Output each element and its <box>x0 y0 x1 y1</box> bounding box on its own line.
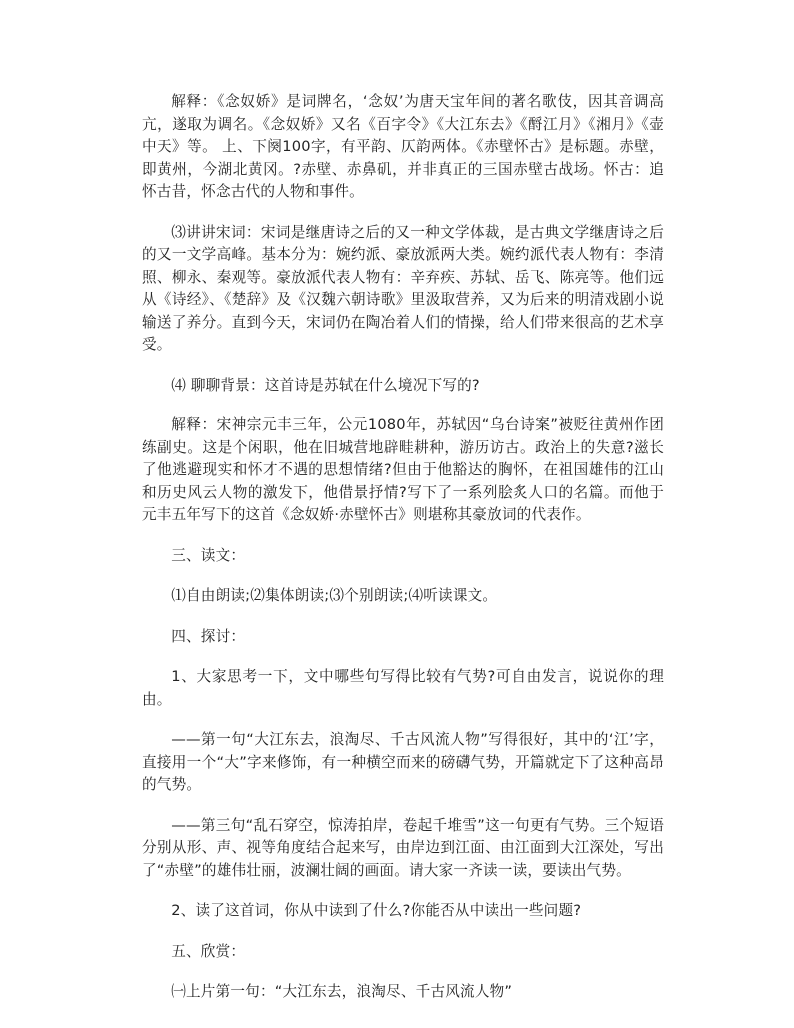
paragraph-discussion-question-2: 2、读了这首词，你从中读到了什么?你能否从中读出一些问题? <box>171 902 582 919</box>
paragraph-song-ci-intro: ⑶讲讲宋词：宋词是继唐诗之后的又一种文学体裁，是古典文学继唐诗之后的又一文学高峰。基本分为：婉约派、豪放派两大类。婉约派代表人物有：李清照、柳永、秦观等。豪放派代表人物有：辛弃疾、苏轼、岳飞、陈亮等。他们远从《诗经》、《楚辞》及《汉魏六朝诗歌》里汲取营养，又为后来的明清戏剧小说输送了养分。直到今天，宋词仍在陶冶着人们的情操，给人们带来很高的艺术享受。 <box>142 223 664 353</box>
section-heading-discussion: 四、探讨： <box>171 627 246 645</box>
paragraph-answer-third-line: ——第三句“乱石穿空，惊涛拍岸，卷起千堆雪”这一句更有气势。三个短语分别从形、声、视等角度结合起来写，由岸边到江面、由江面到大江深处，写出了“赤壁”的雄伟壮丽，波澜壮阔的画面。请大家一齐读一读，要读出气势。 <box>142 816 664 879</box>
paragraph-reading-steps: ⑴自由朗读;⑵集体朗读;⑶个别朗读;⑷听读课文。 <box>171 587 498 604</box>
paragraph-appreciation-first-line: ㈠上片第一句：“大江东去，浪淘尽、千古风流人物” <box>171 983 513 1000</box>
paragraph-answer-first-line: ——第一句“大江东去，浪淘尽、千古风流人物”写得很好，其中的‘江’字，直接用一个“大”字来修饰，有一种横空而来的磅礴气势，开篇就定下了这种高昂的气势。 <box>142 731 664 793</box>
paragraph-background-explanation: 解释：宋神宗元丰三年，公元1080年，苏轼因“乌台诗案”被贬往黄州作团练副史。这是个闲职，他在旧城营地辟畦耕种，游历访古。政治上的失意?滋长了他逃避现实和怀才不遇的思想情绪?但由于他豁达的胸怀，在祖国雄伟的江山和历史风云人物的激发下，他借景抒情?写下了一系列脍炙人口的名篇。而他于元丰五年写下的这首《念奴娇·赤壁怀古》则堪称其豪放词的代表作。 <box>142 416 664 523</box>
section-heading-appreciation: 五、欣赏： <box>171 942 246 960</box>
section-heading-reading: 三、读文： <box>171 546 246 564</box>
paragraph-discussion-question-1: 1、大家思考一下，文中哪些句写得比较有气势?可自由发言，说说你的理由。 <box>142 668 664 708</box>
paragraph-explanation-niannujiao: 解释：《念奴娇》是词牌名，‘念奴’为唐天宝年间的著名歌伎，因其音调高亢，遂取为调名。《念奴娇》又名《百字令》《大江东去》《酹江月》《湘月》《壶中天》等。 上、下阕100字，有平韵、仄韵两体。《赤壁怀古》是标题。赤壁，即黄州，今湖北黄冈。?赤壁、赤鼻矶，并非真正的三国赤壁古战场。怀古：追怀古昔，怀念古代的人物和事件。 <box>142 93 664 200</box>
paragraph-background-question: ⑷ 聊聊背景：这首诗是苏轼在什么境况下写的? <box>171 376 480 394</box>
